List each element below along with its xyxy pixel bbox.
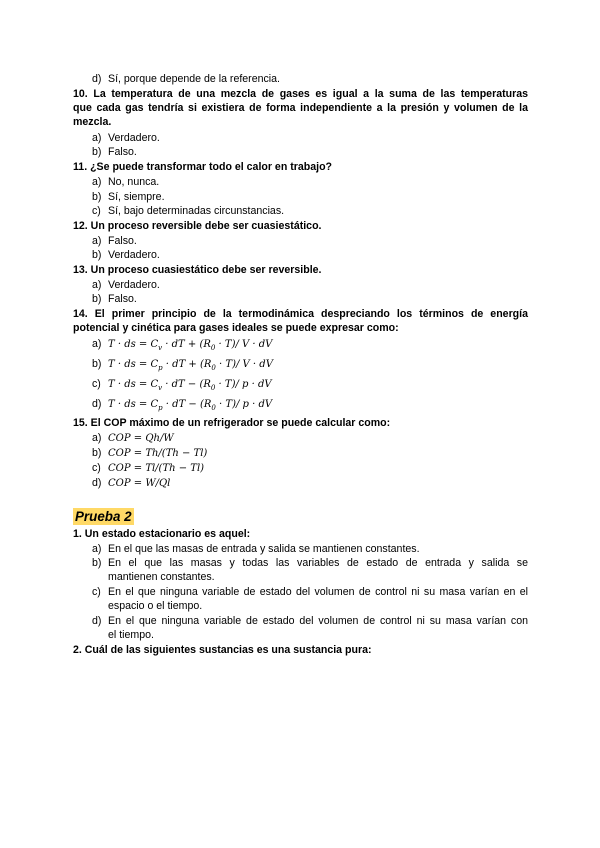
- question-10-line-1: 10. La temperatura de una mezcla de gases es igual a la suma de las temperaturas: [73, 88, 528, 100]
- question-10-line-3: mezcla.: [73, 116, 112, 128]
- question-15: 15. El COP máximo de un refrigerador se puede calcular como:: [73, 417, 391, 429]
- p2-option-1b-line-2: mantienen constantes.: [108, 571, 215, 583]
- option-label: d): [92, 73, 102, 85]
- option-15a: [92, 431, 528, 446]
- option-11c: [92, 204, 528, 218]
- p2-option-1b-line-1: En el que las masas y todas las variables de estado de entrada y salida se: [108, 557, 528, 569]
- option-label: a): [92, 338, 102, 350]
- option-label: c): [92, 378, 101, 390]
- question-10-line-2: que cada gas tendría si existiera de forma independiente a la presión y volumen de la: [73, 102, 528, 114]
- option-label: b): [92, 358, 102, 370]
- option-text: Sí, bajo determinadas circunstancias.: [108, 205, 285, 217]
- p2-option-1c-line-2: espacio o el tiempo.: [108, 600, 203, 612]
- formula: T · ds = $C_v$ · dT − $(R_0 \cdot T)/$ p · dV: [108, 379, 272, 392]
- option-10b: [92, 145, 528, 159]
- option-15d: [92, 476, 528, 491]
- option-12a: [92, 234, 528, 248]
- p2-option-1d-line-1: En el que ninguna variable de estado del volumen de control ni su masa varían con: [108, 615, 528, 627]
- option-label: c): [92, 586, 101, 598]
- question-14-line-1: 14. El primer principio de la termodinámica despreciando los términos de energía: [73, 308, 528, 320]
- formula: COP = Qh/W: [108, 433, 174, 444]
- option-15b: [92, 446, 528, 461]
- option-14b: [92, 357, 528, 375]
- option-10a: [92, 131, 528, 145]
- option-text: Falso.: [108, 146, 137, 158]
- option-label: d): [92, 615, 102, 627]
- option-text: No, nunca.: [108, 176, 160, 188]
- formula: COP = Th/(Th − Tl): [108, 448, 208, 459]
- option-label: b): [92, 557, 102, 569]
- formula: T · ds = $C_p$ · dT − $(R_0 \cdot T)/$ p · dV: [108, 399, 273, 412]
- formula: T · ds = $C_v$ · dT + $(R_0 \cdot T)/$ V · dV: [108, 339, 273, 352]
- option-label: d): [92, 477, 102, 489]
- formula: COP = W/Ql: [108, 478, 171, 489]
- option-label: c): [92, 205, 101, 217]
- option-11a: [92, 175, 528, 189]
- option-text: Sí, porque depende de la referencia.: [108, 73, 280, 85]
- option-label: a): [92, 279, 102, 291]
- p2-option-1a: [92, 542, 528, 556]
- option-13b: [92, 292, 528, 306]
- option-label: c): [92, 462, 101, 474]
- option-text: Verdadero.: [108, 249, 160, 261]
- p2-option-1c-line-1: En el que ninguna variable de estado del volumen de control ni su masa varían en el: [108, 586, 528, 598]
- option-14d: [92, 397, 528, 415]
- question-12: 12. Un proceso reversible debe ser cuasiestático.: [73, 220, 322, 232]
- option-label: a): [92, 176, 102, 188]
- question-14-line-2: potencial y cinética para gases ideales se puede expresar como:: [73, 322, 399, 334]
- option-text: En el que las masas de entrada y salida se mantienen constantes.: [108, 543, 420, 555]
- p2-option-1d-line-2: el tiempo.: [108, 629, 154, 641]
- question-11: 11. ¿Se puede transformar todo el calor en trabajo?: [73, 161, 333, 173]
- option-label: a): [92, 543, 102, 555]
- option-label: b): [92, 293, 102, 305]
- formula: COP = Tl/(Th − Tl): [108, 463, 205, 474]
- option-label: a): [92, 432, 102, 444]
- option-label: a): [92, 235, 102, 247]
- option-label: d): [92, 398, 102, 410]
- option-label: b): [92, 191, 102, 203]
- option-9d: [92, 72, 528, 86]
- option-text: Falso.: [108, 293, 137, 305]
- option-12b: [92, 248, 528, 262]
- option-14a: [92, 337, 528, 355]
- option-14c: [92, 377, 528, 395]
- option-text: Falso.: [108, 235, 137, 247]
- option-label: b): [92, 447, 102, 459]
- p2-question-2: 2. Cuál de las siguientes sustancias es una sustancia pura:: [73, 644, 372, 656]
- option-text: Verdadero.: [108, 132, 160, 144]
- option-13a: [92, 278, 528, 292]
- option-11b: [92, 190, 528, 204]
- option-label: a): [92, 132, 102, 144]
- option-label: b): [92, 146, 102, 158]
- formula: T · ds = $C_p$ · dT + $(R_0 \cdot T)/$ V · dV: [108, 359, 273, 372]
- option-label: b): [92, 249, 102, 261]
- question-13: 13. Un proceso cuasiestático debe ser reversible.: [73, 264, 322, 276]
- option-15c: [92, 461, 528, 476]
- option-text: Verdadero.: [108, 279, 160, 291]
- p2-question-1: 1. Un estado estacionario es aquel:: [73, 528, 251, 540]
- option-text: Sí, siempre.: [108, 191, 165, 203]
- section-title: Prueba 2: [75, 509, 132, 524]
